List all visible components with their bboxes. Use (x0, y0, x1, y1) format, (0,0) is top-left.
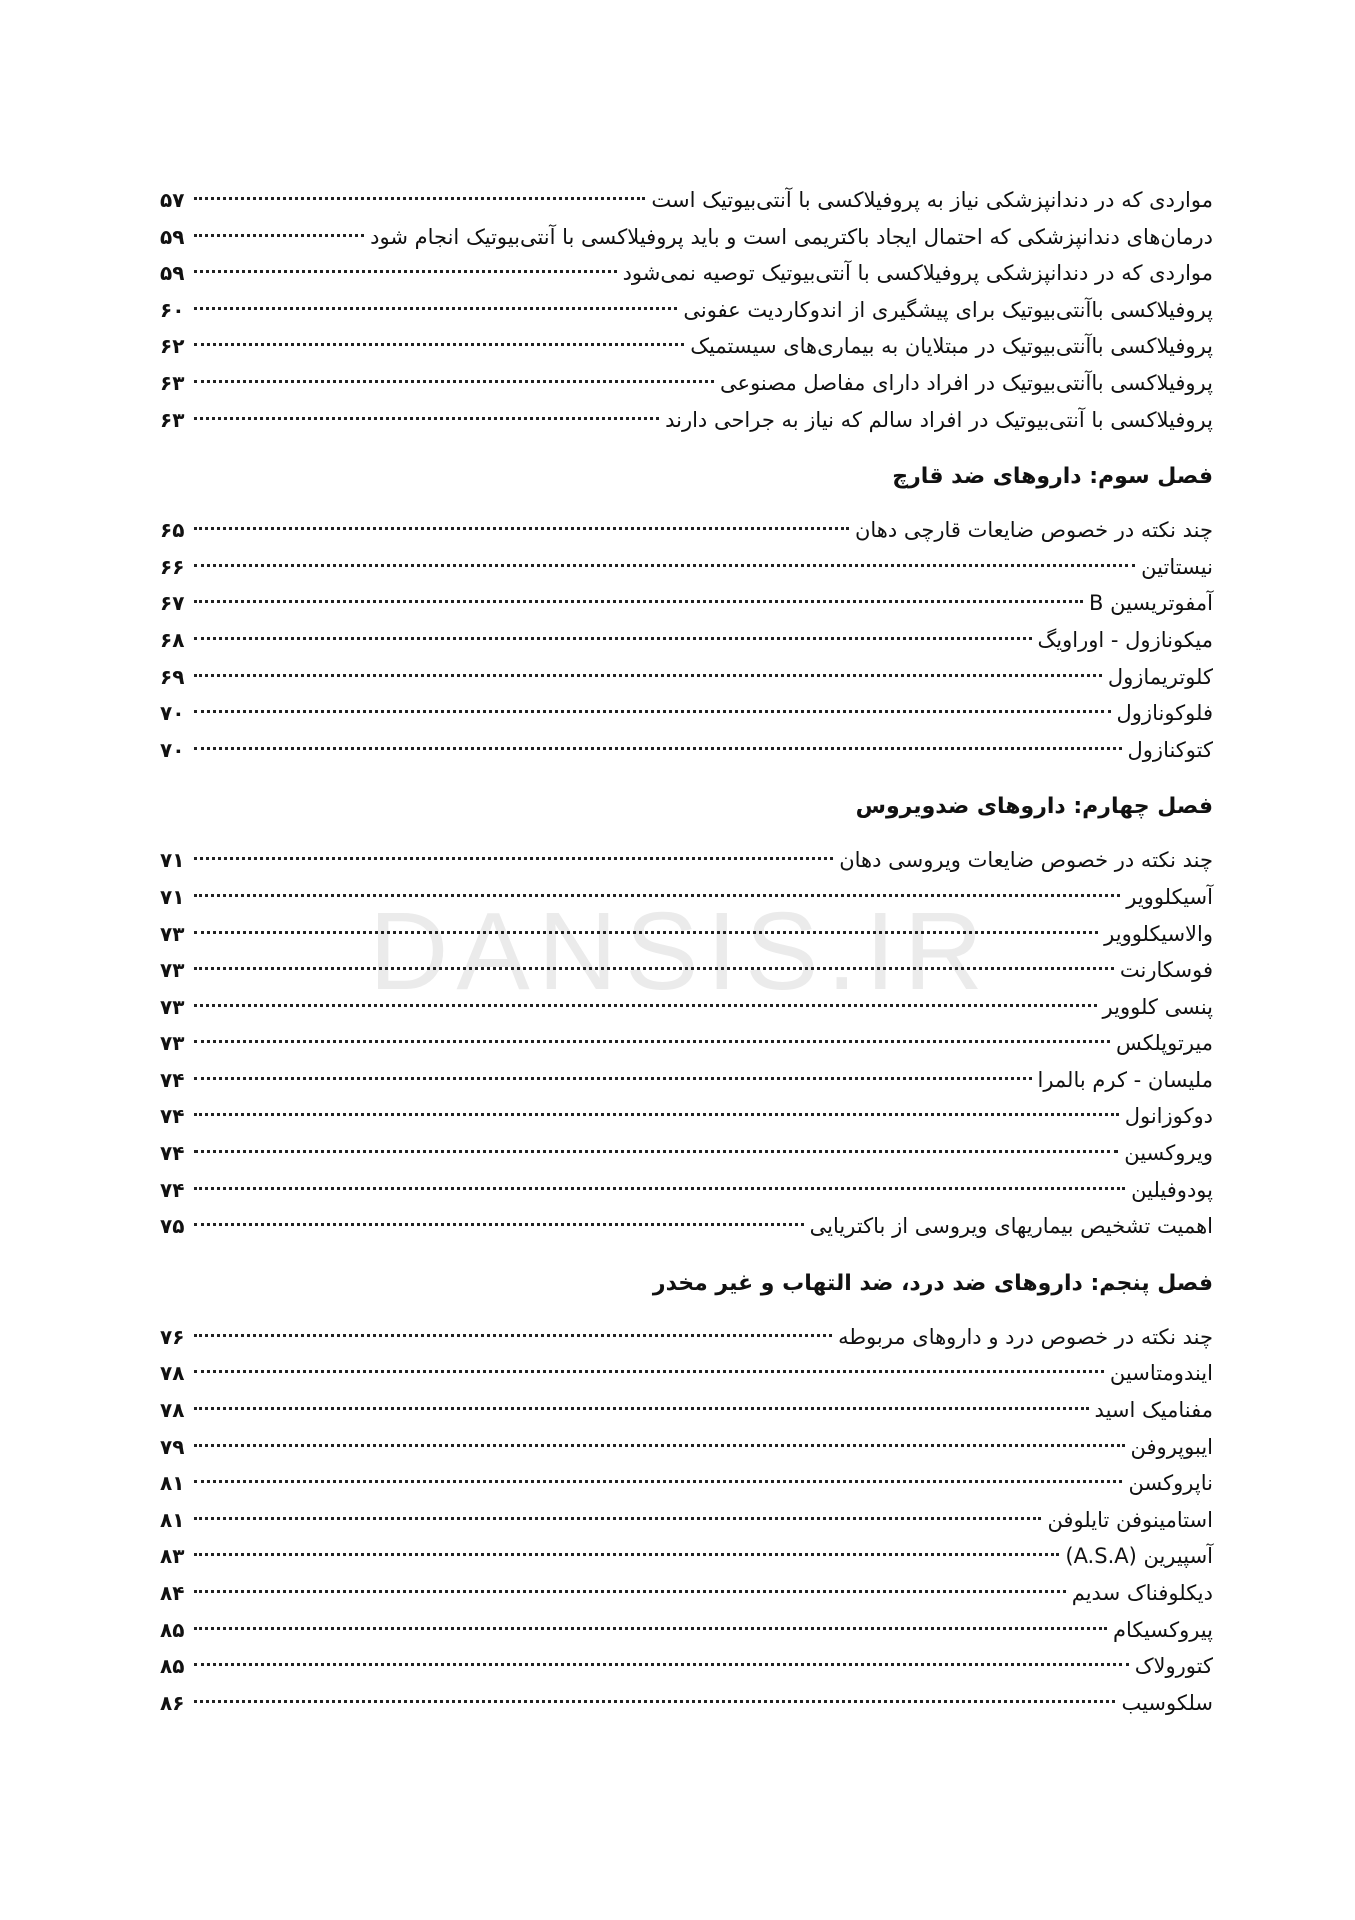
toc-entry-title: فلوکونازول (1116, 701, 1213, 726)
toc-entry-page-number: ۷۳ (160, 921, 185, 946)
toc-entry-page-number: ۷۴ (160, 1177, 185, 1202)
dot-leader (194, 380, 714, 383)
toc-entry[interactable] (160, 365, 1213, 402)
toc-entry-page-number: ۶۳ (160, 407, 185, 432)
toc-entry-page-number: ۶۶ (160, 554, 185, 579)
dot-leader (194, 600, 1083, 603)
dot-leader (194, 710, 1111, 713)
toc-entry-page-number: ۸۱ (160, 1471, 185, 1496)
toc-entry-page-number: ۸۴ (160, 1581, 185, 1605)
toc-entry-title: پروفیلاکسی باآنتی‌بیوتیک در مبتلایان به بیماری‌های سیستمیک (690, 334, 1213, 359)
toc-entry-title: فوسکارنت (1119, 958, 1213, 983)
dot-leader (194, 1113, 1119, 1116)
dot-leader (194, 527, 849, 530)
toc-entry-title: ناپروکسن (1128, 1471, 1213, 1496)
dot-leader (194, 1553, 1059, 1556)
toc-entry[interactable] (160, 695, 1213, 732)
dot-leader (194, 234, 364, 237)
toc-entry[interactable] (160, 1429, 1213, 1466)
toc-entry-page-number: ۷۴ (160, 1067, 185, 1092)
dot-leader (194, 967, 1114, 970)
toc-entry[interactable] (160, 549, 1213, 586)
toc-entry[interactable] (160, 1098, 1213, 1135)
toc-entry-page-number: ۶۲ (160, 334, 185, 359)
toc-entry[interactable] (160, 1538, 1213, 1575)
toc-entry-page-number: ۶۵ (160, 518, 185, 543)
toc-entry[interactable] (160, 879, 1213, 916)
table-of-contents (160, 182, 1213, 1721)
toc-entry-title: والاسیکلوویر (1104, 921, 1213, 946)
dot-leader (194, 343, 684, 346)
toc-entry-title: پروفیلاکسی باآنتی‌بیوتیک در افراد دارای مفاصل مصنوعی (720, 370, 1213, 395)
toc-entry-page-number: ۶۷ (160, 591, 185, 616)
toc-entry-title: آسیکلوویر (1126, 884, 1213, 909)
dot-leader (194, 894, 1120, 897)
toc-entry[interactable] (160, 732, 1213, 769)
toc-entry[interactable] (160, 1319, 1213, 1356)
chapter-heading: فصل پنجم: داروهای ضد درد، ضد التهاب و غیر مخدر (652, 1270, 1213, 1296)
toc-entry-title: مفنامیک اسید (1094, 1398, 1213, 1423)
dot-leader (194, 674, 1102, 677)
toc-entry-title: دوکوزانول (1124, 1104, 1213, 1129)
dot-leader (194, 1627, 1107, 1630)
dot-leader (194, 1187, 1125, 1190)
chapter-heading: فصل سوم: داروهای ضد قارچ (892, 464, 1213, 490)
toc-entry[interactable] (160, 1062, 1213, 1099)
toc-entry-title: ایندومتاسین (1109, 1361, 1213, 1386)
toc-entry[interactable] (160, 255, 1213, 292)
toc-entry-title: کلوتریمازول (1107, 664, 1213, 689)
toc-entry-title: مواردی که در دندانپزشکی پروفیلاکسی با آنتی‌بیوتیک توصیه نمی‌شود (622, 261, 1213, 286)
dot-leader (194, 1663, 1129, 1666)
toc-entry-title: چند نکته در خصوص درد و داروهای مربوطه (838, 1324, 1213, 1349)
toc-entry-page-number: ۷۳ (160, 994, 185, 1019)
dot-leader (194, 857, 833, 860)
toc-entry[interactable] (160, 1025, 1213, 1062)
toc-entry-title: آسپیرین (A.S.A) (1065, 1544, 1213, 1569)
toc-entry-page-number: ۷۶ (160, 1324, 185, 1349)
toc-entry[interactable] (160, 1135, 1213, 1172)
toc-entry-page-number: ۷۸ (160, 1361, 185, 1386)
toc-entry-page-number: ۷۵ (160, 1214, 185, 1239)
toc-entry-title: آمفوتریسین B (1089, 591, 1213, 616)
dot-leader (194, 307, 677, 310)
dot-leader (194, 270, 617, 273)
toc-entry[interactable] (160, 1355, 1213, 1392)
toc-entry[interactable] (160, 292, 1213, 329)
toc-entry-page-number: ۷۴ (160, 1141, 185, 1166)
toc-entry-title: چند نکته در خصوص ضایعات ویروسی دهان (839, 848, 1213, 873)
toc-entry-page-number: ۶۳ (160, 370, 185, 395)
toc-entry-page-number: ۷۱ (160, 848, 185, 873)
toc-entry-page-number: ۷۱ (160, 884, 185, 909)
toc-entry[interactable] (160, 916, 1213, 953)
toc-entry-title: ویروکسین (1124, 1141, 1213, 1166)
toc-entry-page-number: ۷۳ (160, 958, 185, 983)
toc-entry-title: پروفیلاکسی با آنتی‌بیوتیک در افراد سالم که نیاز به جراحی دارند (665, 407, 1213, 432)
dot-leader (194, 1077, 1032, 1080)
toc-entry-page-number: ۵۹ (160, 224, 185, 249)
toc-entry-title: میکونازول - اوراویگ (1037, 627, 1213, 652)
toc-entry-title: مواردی که در دندانپزشکی نیاز به پروفیلاکسی با آنتی‌بیوتیک است (651, 188, 1213, 212)
toc-entry[interactable] (160, 1208, 1213, 1245)
toc-entry-page-number: ۷۰ (160, 737, 185, 762)
dot-leader (194, 637, 1032, 640)
dot-leader (194, 1040, 1110, 1043)
toc-entry-title: پنسی کلوویر (1102, 994, 1213, 1019)
toc-entry-page-number: ۶۸ (160, 627, 185, 652)
toc-entry[interactable] (160, 1465, 1213, 1502)
dot-leader (194, 417, 659, 420)
dot-leader (194, 1444, 1125, 1447)
toc-entry-title: نیستاتین (1141, 554, 1213, 579)
dot-leader (194, 1223, 804, 1226)
dot-leader (194, 1407, 1089, 1410)
dot-leader (194, 197, 645, 200)
toc-entry[interactable] (160, 328, 1213, 365)
toc-entry-page-number: ۵۷ (160, 188, 185, 212)
toc-entry-title: درمان‌های دندانپزشکی که احتمال ایجاد باکتریمی است و باید پروفیلاکسی با آنتی‌بیوتیک انجام شود (370, 224, 1213, 249)
toc-entry[interactable] (160, 402, 1213, 439)
toc-entry-title: کتورولاک (1134, 1654, 1213, 1679)
toc-entry-title: اهمیت تشخیص بیماریهای ویروسی از باکتریایی (809, 1214, 1213, 1239)
toc-entry[interactable] (160, 1172, 1213, 1209)
toc-entry[interactable] (160, 219, 1213, 256)
toc-entry-title: چند نکته در خصوص ضایعات قارچی دهان (854, 518, 1213, 543)
toc-entry-title: پیروکسیکام (1113, 1617, 1213, 1642)
toc-entry[interactable] (160, 1502, 1213, 1539)
dot-leader (194, 1004, 1097, 1007)
toc-entry-title: ایبوپروفن (1130, 1434, 1213, 1459)
toc-entry[interactable] (160, 1648, 1213, 1685)
toc-entry-page-number: ۶۹ (160, 664, 185, 689)
toc-entry-title: سلکوسیب (1121, 1690, 1213, 1715)
toc-entry[interactable] (160, 659, 1213, 696)
toc-entry-page-number: ۶۰ (160, 297, 185, 322)
toc-entry-page-number: ۷۸ (160, 1398, 185, 1423)
toc-entry[interactable] (160, 1575, 1213, 1612)
dot-leader (194, 564, 1135, 567)
dot-leader (194, 1700, 1115, 1703)
dot-leader (194, 1590, 1066, 1593)
toc-entry-page-number: ۸۶ (160, 1690, 185, 1715)
toc-entry[interactable] (160, 952, 1213, 989)
toc-entry[interactable] (160, 182, 1213, 219)
dot-leader (194, 1517, 1041, 1520)
toc-entry-page-number: ۸۵ (160, 1617, 185, 1642)
dot-leader (194, 1150, 1118, 1153)
toc-entry[interactable] (160, 512, 1213, 549)
toc-entry-page-number: ۷۰ (160, 701, 185, 726)
toc-entry-title: پودوفیلین (1131, 1177, 1213, 1202)
dot-leader (194, 747, 1122, 750)
toc-entry-title: دیکلوفناک سدیم (1071, 1581, 1213, 1605)
toc-entry-title: میرتوپلکس (1115, 1031, 1213, 1056)
toc-entry-page-number: ۸۵ (160, 1654, 185, 1679)
toc-entry[interactable] (160, 842, 1213, 879)
watermark: DANSIS.IR (368, 890, 992, 1013)
toc-entry[interactable] (160, 1392, 1213, 1429)
toc-entry[interactable] (160, 585, 1213, 622)
toc-entry-title: پروفیلاکسی باآنتی‌بیوتیک برای پیشگیری از اندوکاردیت عفونی (683, 297, 1213, 322)
dot-leader (194, 1480, 1122, 1483)
toc-entry-page-number: ۷۹ (160, 1434, 185, 1459)
dot-leader (194, 1370, 1104, 1373)
toc-entry-title: کتوکنازول (1127, 737, 1213, 762)
chapter-heading: فصل چهارم: داروهای ضدویروس (855, 794, 1213, 820)
toc-entry[interactable] (160, 1612, 1213, 1649)
toc-entry-page-number: ۵۹ (160, 261, 185, 286)
toc-entry-page-number: ۷۴ (160, 1104, 185, 1129)
toc-entry[interactable] (160, 989, 1213, 1026)
toc-entry-page-number: ۷۳ (160, 1031, 185, 1056)
toc-entry-title: ملیسان - کرم بالمرا (1037, 1067, 1213, 1092)
toc-entry-page-number: ۸۳ (160, 1544, 185, 1569)
toc-entry[interactable] (160, 1685, 1213, 1722)
dot-leader (194, 931, 1098, 934)
toc-entry[interactable] (160, 622, 1213, 659)
dot-leader (194, 1334, 832, 1337)
toc-entry-title: استامینوفن تایلوفن (1047, 1507, 1213, 1532)
toc-entry-page-number: ۸۱ (160, 1507, 185, 1532)
